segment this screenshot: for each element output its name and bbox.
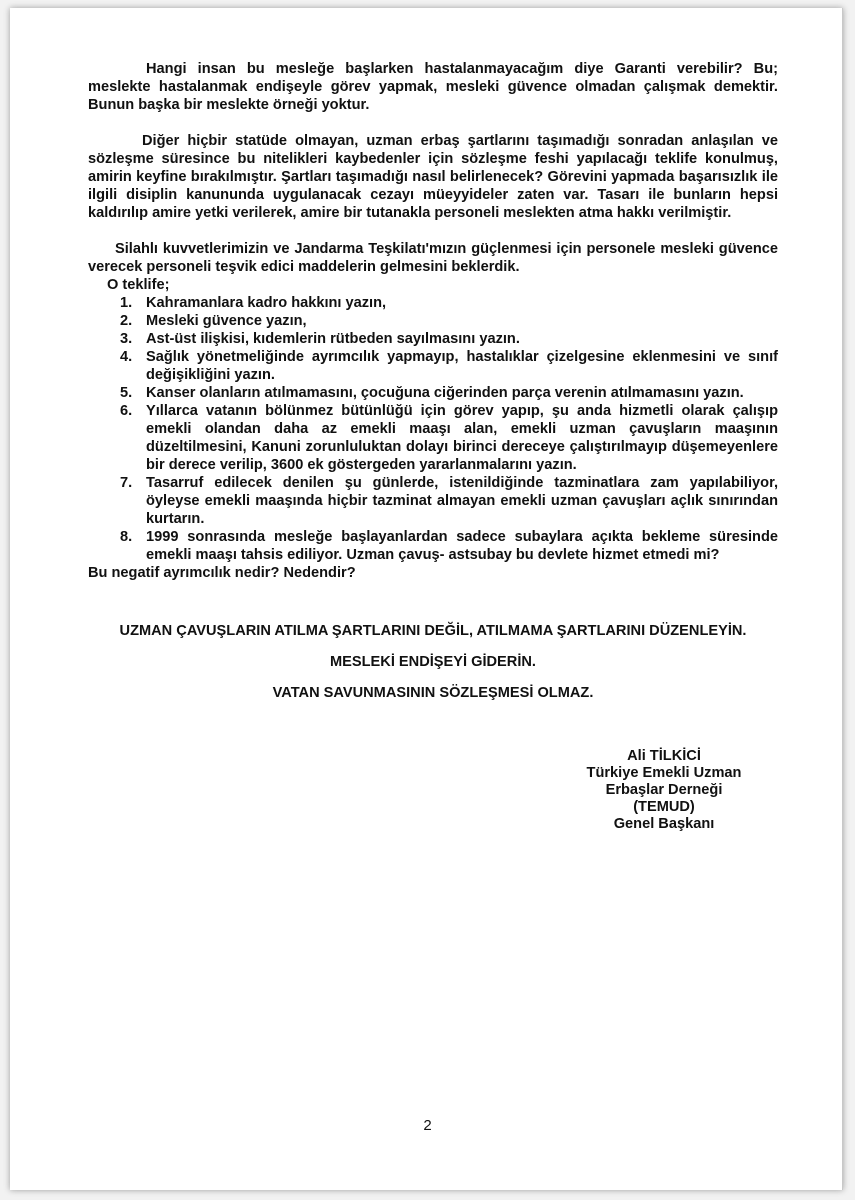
paragraph-contract-termination: Diğer hiçbir statüde olmayan, uzman erbaş şartlarını taşımadığı sonradan anlaşılan ve sözleşme süresince bu nitelikleri kaybedenler için sözleşme feshi yapılacağı teklife konulmuş, amirin keyfine bırakılmıştır. Şartları taşımadığı nasıl belirlenecek? Görevini yapmada başarısızlık ile ilgili disiplin kanununda uygulanacak cezayı müeyyideler zaten var. Tasarı ile bunların hepsi kaldırılıp amire yetki verilerek, amire bir tutanakla personeli meslekten atma hakkı verilmiştir. — [88, 133, 778, 221]
list-item: 7. Tasarruf edilecek denilen şu günlerde, istenildiğinde tazminatlara zam yapılabiliyor, öyleyse emekli maaşında hiçbir tazminat almayan emekli uzman çavuşları açlık sınırından kurtarın. — [120, 475, 778, 527]
list-item: 5. Kanser olanların atılmamasını, çocuğuna ciğerinden parça verenin atılmamasını yazın. — [120, 385, 744, 401]
list-item: 8. 1999 sonrasında mesleğe başlayanlardan sadece subaylara açıkta bekleme süresinde emekli maaşı tahsis ediliyor. Uzman çavuş- astsubay bu devlete hizmet etmedi mi? — [120, 529, 778, 563]
document-page — [10, 8, 843, 1190]
closing-line: MESLEKİ ENDİŞEYİ GİDERİN. — [330, 654, 536, 670]
list-item: 3. Ast-üst ilişkisi, kıdemlerin rütbeden sayılmasını yazın. — [120, 331, 520, 347]
signature-block — [574, 748, 754, 833]
list-item: 4. Sağlık yönetmeliğinde ayrımcılık yapmayıp, hastalıklar çizelgesine eklenmesini ve sınıf değişikliğini yazın. — [120, 349, 778, 383]
closing-question: Bu negatif ayrımcılık nedir? Nedendir? — [88, 565, 356, 581]
organization-line: Türkiye Emekli Uzman — [586, 765, 742, 781]
signatory-name: Ali TİLKİCİ — [627, 748, 701, 764]
page-number: 2 — [423, 1117, 432, 1134]
signatory-title: Genel Başkanı — [613, 816, 715, 832]
list-item: 2. Mesleki güvence yazın, — [120, 313, 307, 329]
paragraph-expectation: Silahlı kuvvetlerimizin ve Jandarma Teşkilatı'mızın güçlenmesi için personele mesleki güvence verecek personeli teşvik edici maddelerin gelmesini beklerdik. — [88, 241, 778, 275]
closing-line: VATAN SAVUNMASININ SÖZLEŞMESİ OLMAZ. — [272, 685, 594, 701]
closing-line: UZMAN ÇAVUŞLARIN ATILMA ŞARTLARINI DEĞİL, ATILMAMA ŞARTLARINI DÜZENLEYİN. — [119, 623, 747, 639]
list-item: 6. Yıllarca vatanın bölünmez bütünlüğü için görev yapıp, şu anda hizmetli olarak çalışıp emekli olandan daha az emekli maaşı alan, emekli uzman çavuşların maaşının düzeltilmesini, Kanuni zorunluluktan dolayı birinci dereceye çalıştırılmayıp düşemeyenlere bir derece verilip, 3600 ek göstergeden yararlanmalarını yazın. — [120, 403, 778, 473]
document-body — [88, 60, 778, 715]
organization-line: Erbaşlar Derneği — [605, 782, 723, 798]
closing-statements — [88, 622, 778, 702]
paragraph-guarantee: Hangi insan bu mesleğe başlarken hastalanmayacağım diye Garanti verebilir? Bu; meslekte hastalanmak endişeyle görev yapmak, mesleki güvence olmadan çalışmak demektir. Bunun başka bir meslekte örneği yoktur. — [88, 61, 778, 113]
demands-list — [88, 294, 778, 564]
organization-abbrev: (TEMUD) — [633, 799, 695, 815]
list-item: 1. Kahramanlara kadro hakkını yazın, — [120, 295, 387, 311]
teklife-label: O teklife; — [107, 277, 170, 293]
